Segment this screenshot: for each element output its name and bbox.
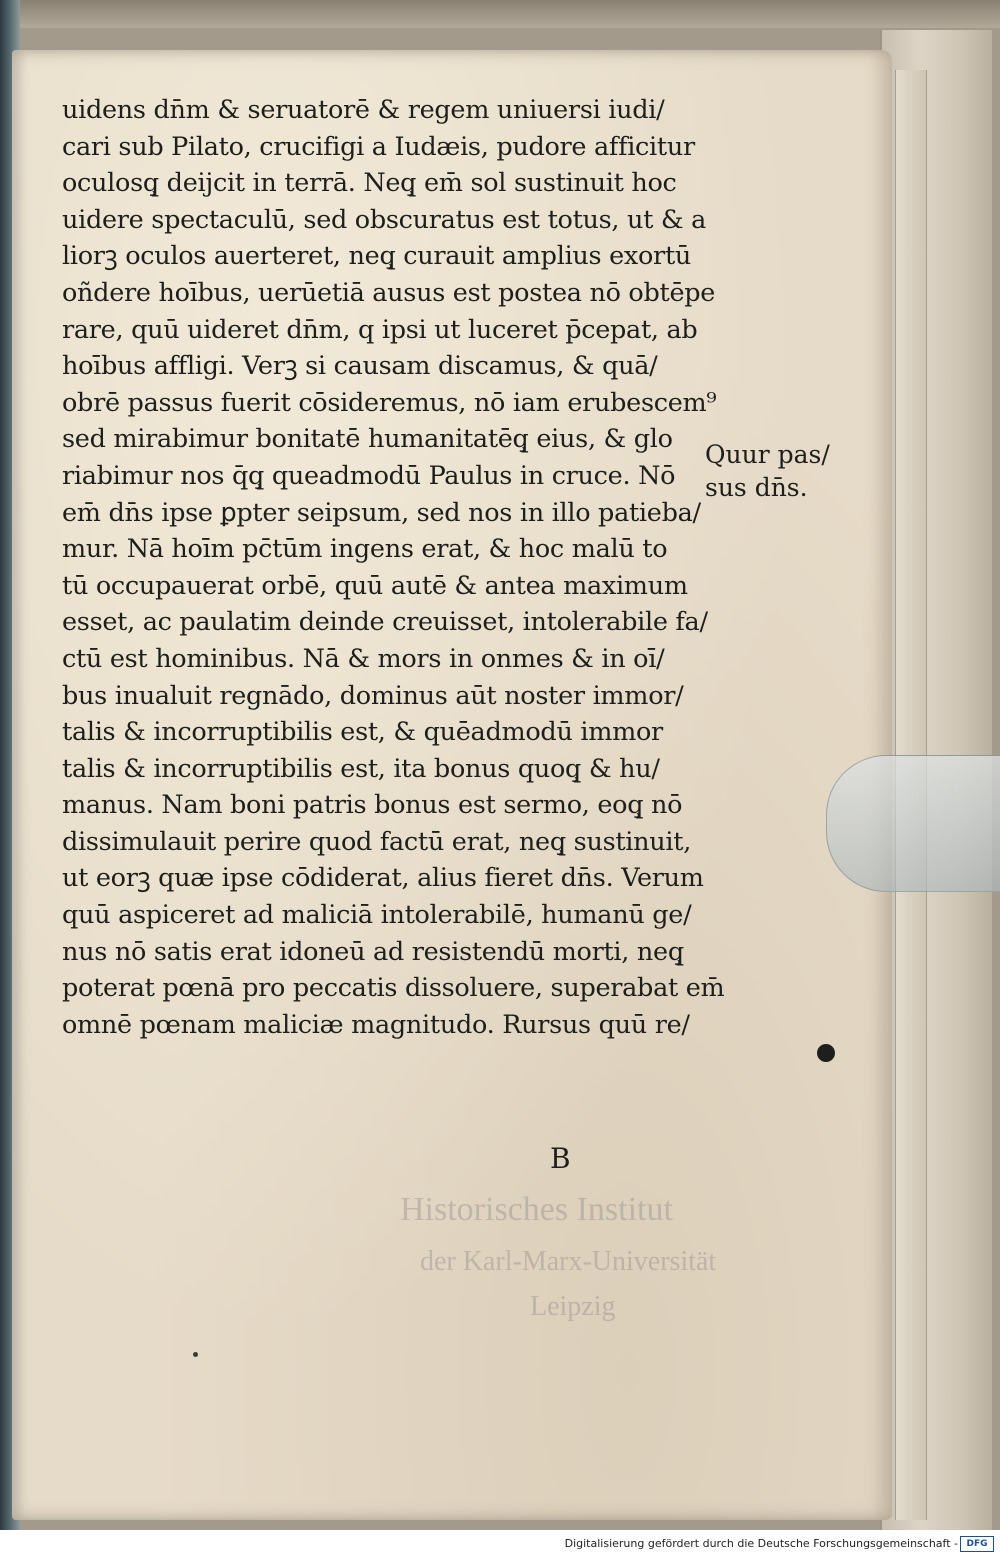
stamp-line: Historisches Institut	[400, 1191, 673, 1228]
plastic-page-clip	[826, 755, 1000, 892]
text-line: oculosq̧ deijcit in terrā. Neq̧ em̄ sol sustinuit hoc	[62, 168, 677, 199]
text-line: talis & incorruptibilis est, & quēadmodū immor	[62, 717, 663, 748]
text-line: esset, ac paulatim deinde creuisset, intolerabile fa/	[62, 607, 708, 638]
text-line: uidere spectaculū, sed obscuratus est totus, ut & a	[62, 204, 707, 235]
text-line: manus. Nam boni patris bonus est sermo, eoq̧ nō	[62, 790, 683, 821]
text-line: dissimulauit perire quod factū erat, neq̧ sustinuit,	[62, 826, 692, 857]
ink-spot	[817, 1044, 835, 1062]
text-line: obrē passus fuerit cōsideremus, nō iam erubescem⁹	[62, 387, 717, 418]
text-line: uidens dn̄m & seruatorē & regem uniuersi iudi/	[62, 95, 665, 125]
text-line: talis & incorruptibilis est, ita bonus quoq̧ & hu/	[62, 753, 660, 784]
text-line: riabimur nos q̄q̧ queadmodū Paulus in cruce. Nō	[62, 460, 676, 491]
body-text	[62, 92, 725, 1043]
marginal-note	[705, 438, 830, 504]
text-line: poterat pœnā pro peccatis dissoluere, superabat em̄	[62, 973, 725, 1004]
book-top-edge	[0, 0, 1000, 28]
text-line: ctū est hominibus. Nā & mors in onmes & in oī/	[62, 643, 665, 674]
footer-bar	[0, 1530, 1000, 1557]
dfg-logo: DFG	[960, 1536, 994, 1552]
text-line: ut eorꝫ quæ ipse cōdiderat, alius fieret dn̄s. Verum	[62, 863, 704, 894]
text-line: em̄ dn̄s ipse ꝑpter seipsum, sed nos in illo patieba/	[62, 497, 701, 528]
text-line: quū aspiceret ad maliciā intolerabilē, humanū ge/	[62, 900, 692, 931]
text-line: omnē pœnam maliciæ magnitudo. Rursus quū re/	[62, 1009, 690, 1040]
text-line: liorꝫ oculos auerteret, neq̧ curauit amplius exortū	[62, 241, 692, 272]
marginal-note-line: sus dn̄s.	[705, 473, 808, 502]
library-stamp	[390, 1175, 810, 1325]
text-line: nus nō satis erat idoneū ad resistendū morti, neq̧	[62, 936, 684, 967]
ink-speck	[193, 1352, 198, 1357]
text-line: mur. Nā hoīm pc̄tūm ingens erat, & hoc malū to	[62, 534, 668, 565]
text-line: bus inualuit regnādo, dominus aūt noster immor/	[62, 680, 684, 711]
text-line: hoībus affligi. Verꝫ si causam discamus, & quā/	[62, 351, 658, 382]
text-line: rare, quū uideret dn̄m, q ipsi ut luceret p̄cepat, ab	[62, 314, 698, 345]
stamp-line: der Karl-Marx-Universität	[420, 1246, 717, 1277]
text-line: tū occupauerat orbē, quū autē & antea maximum	[62, 570, 688, 601]
signature-mark: B	[550, 1142, 571, 1175]
text-line: sed mirabimur bonitatē humanitatēq̧ eius, & glo	[62, 424, 673, 455]
marginal-note-line: Quur pas/	[705, 440, 830, 469]
funding-credit: Digitalisierung gefördert durch die Deutsche Forschungsgemeinschaft -	[564, 1537, 958, 1550]
text-line: oñdere hoībus, uerūetiā ausus est postea nō obtēpe	[62, 277, 716, 308]
text-line: cari sub Pilato, crucifigi a Iudæis, pudore afficitur	[62, 131, 695, 162]
stamp-line: Leipzig	[530, 1291, 616, 1322]
